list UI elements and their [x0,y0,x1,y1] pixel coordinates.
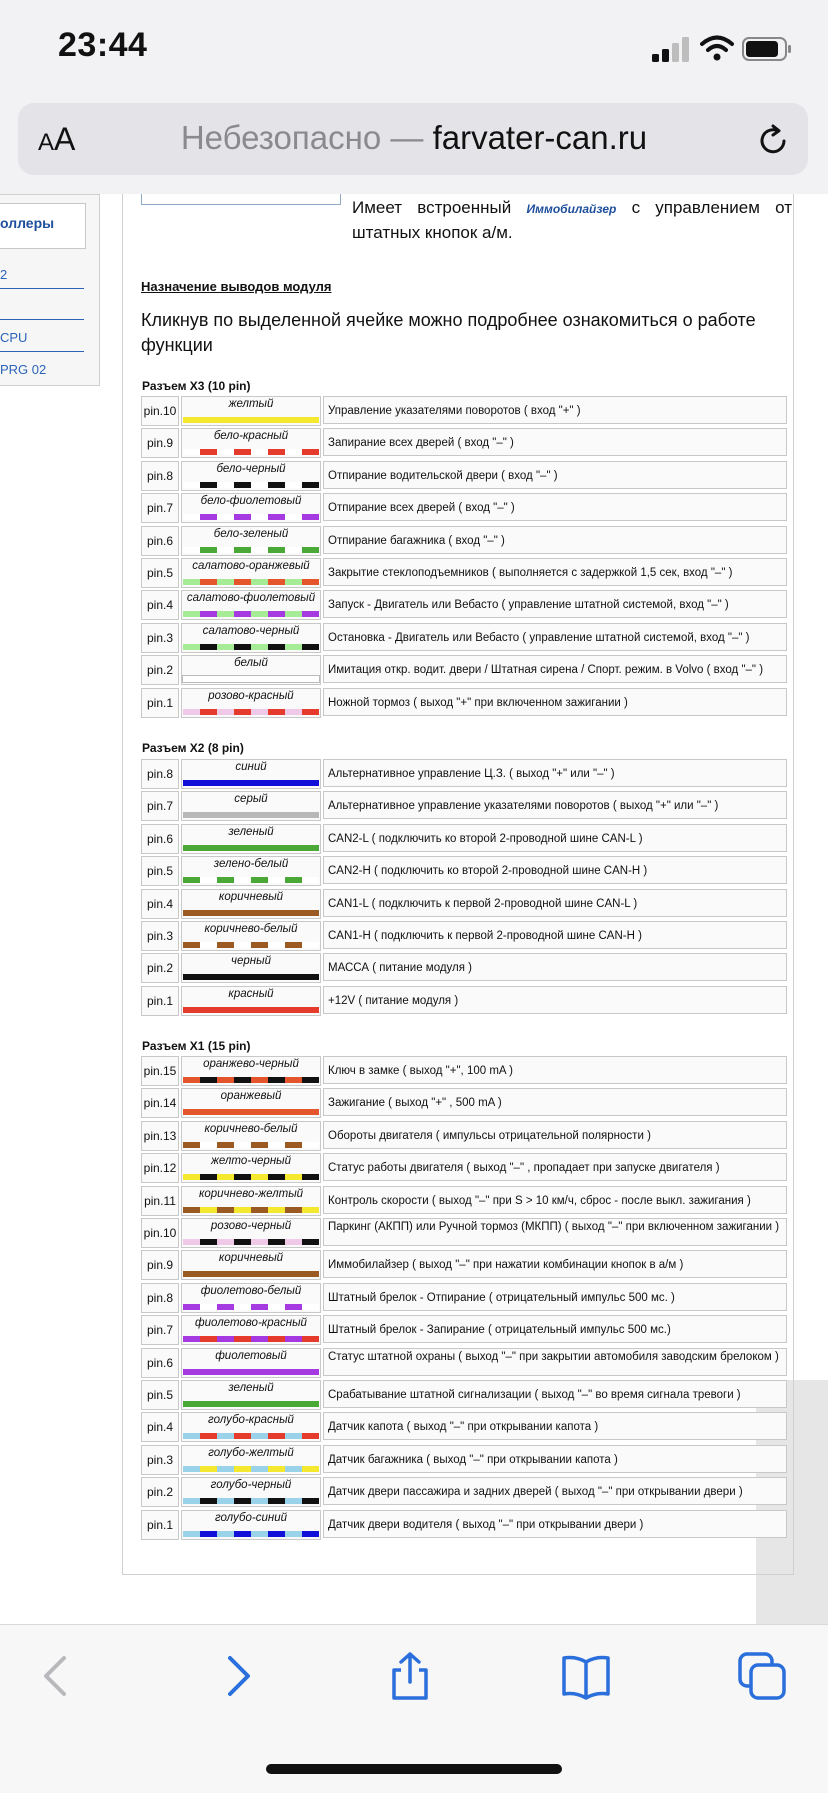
pin-function[interactable]: Иммобилайзер ( выход "–" при нажатии комбинации кнопок в а/м ) [323,1250,787,1278]
pin-row[interactable] [141,1477,789,1507]
pin-function[interactable]: Датчик капота ( выход "–" при открывании капота ) [323,1412,787,1440]
pin-row[interactable] [141,1121,789,1151]
pin-row[interactable] [141,791,789,821]
url-host: farvater-can.ru [432,119,648,156]
sidebar-link[interactable]: 2 [0,267,8,282]
wire-color-cell [181,1380,321,1410]
pin-number: pin.7 [141,791,179,821]
wire-color-name: фиолетово-красный [195,1317,307,1329]
divider [0,351,84,352]
intro-after: с управлением от штатных кнопок а/м. [352,198,792,242]
pin-row[interactable] [141,428,789,458]
pin-number: pin.13 [141,1121,179,1151]
wire-color-name: оранжевый [220,1090,282,1102]
wire-color-swatch [183,1401,319,1407]
tabs-icon[interactable] [738,1652,786,1700]
wire-color-name: оранжево-черный [203,1058,299,1070]
wire-color-swatch [183,1369,319,1375]
wire-color-swatch [183,514,319,520]
pin-number: pin.2 [141,1477,179,1507]
pin-function[interactable]: CAN1-L ( подключить к первой 2-проводной шине CAN-L ) [323,889,787,917]
pin-function[interactable]: Остановка - Двигатель или Вебасто ( управление штатной системой, вход "–" ) [323,623,787,651]
pin-number: pin.8 [141,759,179,789]
wire-color-swatch [183,910,319,916]
wire-color-swatch [183,1304,319,1310]
wire-color-name: коричневый [218,891,284,903]
wire-color-cell [181,1250,321,1280]
pin-row[interactable] [141,688,789,718]
pin-function[interactable]: Имитация откр. водит. двери / Штатная сирена / Спорт. режим. в Volvo ( вход "–" ) [323,655,787,683]
pin-function[interactable]: Штатный брелок - Отпирание ( отрицательный импульс 500 мс. ) [323,1283,787,1311]
wire-color-cell [181,953,321,983]
pin-number: pin.1 [141,688,179,718]
wire-color-cell [181,688,321,718]
wire-color-swatch [183,1498,319,1504]
wire-color-cell [181,824,321,854]
insecure-label: Небезопасно — [180,119,433,156]
wire-color-name: фиолетово-белый [200,1285,302,1297]
wire-color-cell [181,396,321,426]
wire-color-cell [181,1186,321,1216]
connector-title: Разъем X3 (10 pin) [142,379,251,393]
pin-row[interactable] [141,759,789,789]
wire-color-cell [181,1510,321,1540]
pin-number: pin.2 [141,953,179,983]
wire-color-swatch [183,1142,319,1148]
wire-color-cell [181,889,321,919]
wire-color-swatch [183,780,319,786]
pin-function[interactable]: Паркинг (АКПП) или Ручной тормоз (МКПП) ( выход "–" при включенном зажигании ) [323,1218,787,1246]
wire-color-swatch [183,449,319,455]
pin-function[interactable]: Обороты двигателя ( импульсы отрицательной полярности ) [323,1121,787,1149]
wire-color-name: голубо-черный [210,1479,292,1491]
wire-color-name: коричнево-желтый [198,1188,304,1200]
pin-row[interactable] [141,1380,789,1410]
wire-color-name: зелено-белый [213,858,289,870]
sidebar-link[interactable]: PRG 02 [0,362,47,377]
pin-row[interactable] [141,1153,789,1183]
wire-color-cell [181,1121,321,1151]
wire-color-cell [181,1445,321,1475]
wire-color-cell [181,1477,321,1507]
connector-title: Разъем X2 (8 pin) [142,741,244,755]
wire-color-swatch [183,1207,319,1213]
pin-row[interactable] [141,1510,789,1540]
wire-color-swatch [183,1239,319,1245]
wire-color-cell [181,856,321,886]
wire-color-cell [181,1088,321,1118]
wire-color-swatch [183,942,319,948]
pin-row[interactable] [141,856,789,886]
wire-color-cell [181,986,321,1016]
wire-color-name: белый [234,657,268,669]
pin-number: pin.1 [141,986,179,1016]
wire-color-name: голубо-желтый [208,1447,294,1459]
wire-color-swatch [183,1174,319,1180]
pin-number: pin.6 [141,1348,179,1378]
pin-number: pin.5 [141,558,179,588]
pin-number: pin.6 [141,824,179,854]
wire-color-swatch [183,1271,319,1277]
pin-function[interactable]: Отпирание багажника ( вход "–" ) [323,526,787,554]
pin-row[interactable] [141,558,789,588]
section-title: Назначение выводов модуля [141,279,332,294]
bookmarks-icon[interactable] [562,1652,610,1700]
wifi-icon [700,34,734,62]
wire-color-name: салатово-оранжевый [192,560,310,572]
pin-function[interactable]: CAN2-L ( подключить ко второй 2-проводной шине CAN-L ) [323,824,787,852]
wire-color-name: зеленый [228,1382,274,1394]
back-icon[interactable] [34,1652,82,1700]
wire-color-swatch [183,482,319,488]
wire-color-name: красный [228,988,274,1000]
immobilizer-link[interactable]: Иммобилайзер [526,202,617,216]
wire-color-swatch [183,812,319,818]
pin-number: pin.4 [141,1412,179,1442]
wire-color-cell [181,1218,321,1248]
wire-color-cell [181,461,321,491]
wire-color-name: коричнево-белый [204,923,298,935]
pin-row[interactable] [141,1056,789,1086]
pin-function[interactable]: Контроль скорости ( выход "–" при S > 10 км/ч, сброс - после выкл. зажигания ) [323,1186,787,1214]
pin-number: pin.10 [141,1218,179,1248]
wire-color-swatch [183,709,319,715]
pin-number: pin.5 [141,1380,179,1410]
pin-row[interactable] [141,1412,789,1442]
pin-function[interactable]: Статус работы двигателя ( выход "–" , пропадает при запуске двигателя ) [323,1153,787,1181]
wire-color-name: голубо-синий [214,1512,287,1524]
pin-function[interactable]: Датчик двери пассажира и задних дверей ( выход "–" при открывании двери ) [323,1477,787,1505]
pin-number: pin.15 [141,1056,179,1086]
pin-number: pin.4 [141,889,179,919]
pin-number: pin.8 [141,1283,179,1313]
wire-color-cell [181,1153,321,1183]
pin-function[interactable]: CAN2-H ( подключить ко второй 2-проводной шине CAN-H ) [323,856,787,884]
forward-icon[interactable] [212,1652,260,1700]
wire-color-name: синий [235,761,267,773]
pin-row[interactable] [141,1088,789,1118]
pin-row[interactable] [141,623,789,653]
pin-row[interactable] [141,590,789,620]
wire-color-swatch [183,417,319,423]
status-time: 23:44 [58,26,148,64]
divider [0,288,84,289]
pin-row[interactable] [141,824,789,854]
wire-color-cell [181,655,321,685]
pin-number: pin.11 [141,1186,179,1216]
pin-number: pin.8 [141,461,179,491]
wire-color-name: фиолетовый [215,1350,287,1362]
pin-function[interactable]: +12V ( питание модуля ) [323,986,787,1014]
wire-color-cell [181,623,321,653]
wire-color-name: зеленый [228,826,274,838]
pin-function[interactable]: Управление указателями поворотов ( вход "+" ) [323,396,787,424]
wire-color-cell [181,558,321,588]
sidebar-controllers-title[interactable]: оллеры [0,215,55,231]
wire-color-swatch [183,1466,319,1472]
wire-color-name: голубо-красный [208,1414,294,1426]
pin-row[interactable] [141,461,789,491]
pin-function[interactable]: Ключ в замке ( выход "+", 100 mA ) [323,1056,787,1084]
wire-color-name: бело-зеленый [213,528,289,540]
pin-row[interactable] [141,526,789,556]
wire-color-cell [181,1348,321,1378]
pin-number: pin.1 [141,1510,179,1540]
wire-color-cell [181,1056,321,1086]
pin-function[interactable]: Датчик багажника ( выход "–" при открывании капота ) [323,1445,787,1473]
pin-row[interactable] [141,921,789,951]
wire-color-name: бело-красный [213,430,289,442]
wire-color-cell [181,1315,321,1345]
pin-row[interactable] [141,1218,789,1248]
intro-text [352,196,792,245]
pin-row[interactable] [141,1348,789,1378]
wire-color-name: бело-черный [216,463,286,475]
pin-function[interactable]: Штатный брелок - Запирание ( отрицательный импульс 500 мс.) [323,1315,787,1343]
pin-row[interactable] [141,493,789,523]
wire-color-name: желтый [228,398,274,410]
wire-color-swatch [183,1336,319,1342]
text-size-button[interactable]: AA [38,121,76,157]
pin-function[interactable]: Запуск - Двигатель или Вебасто ( управление штатной системой, вход "–" ) [323,590,787,618]
pin-function[interactable]: Датчик двери водителя ( выход "–" при открывании двери ) [323,1510,787,1538]
pin-function[interactable]: Ножной тормоз ( выход "+" при включенном зажигании ) [323,688,787,716]
wire-color-cell [181,493,321,523]
wire-color-cell [181,759,321,789]
pin-function[interactable]: Срабатывание штатной сигнализации ( выход "–" во время сигнала тревоги ) [323,1380,787,1408]
wire-color-swatch [183,611,319,617]
wire-color-swatch [183,845,319,851]
hint-text: Кликнув по выделенной ячейке можно подробнее ознакомиться о работе функции [141,310,756,355]
wire-color-name: салатово-фиолетовый [186,592,316,604]
wire-color-name: розово-черный [210,1220,292,1232]
pin-number: pin.9 [141,1250,179,1280]
pin-row[interactable] [141,889,789,919]
pin-row[interactable] [141,1283,789,1313]
pin-function[interactable]: Запирание всех дверей ( вход "–" ) [323,428,787,456]
pin-number: pin.9 [141,428,179,458]
wire-color-name: черный [231,955,271,967]
connector-title: Разъем X1 (15 pin) [142,1039,251,1053]
wire-color-name: салатово-черный [202,625,300,637]
intro-before: Имеет встроенный [352,198,527,217]
pin-number: pin.3 [141,921,179,951]
pin-row[interactable] [141,396,789,426]
wire-color-swatch [183,676,319,682]
pin-number: pin.7 [141,1315,179,1345]
wire-color-swatch [183,1077,319,1083]
pin-number: pin.6 [141,526,179,556]
pin-function[interactable]: CAN1-H ( подключить к первой 2-проводной шине CAN-H ) [323,921,787,949]
wire-color-name: коричневый [218,1252,284,1264]
pin-number: pin.4 [141,590,179,620]
wire-color-swatch [183,644,319,650]
pin-function[interactable]: Статус штатной охраны ( выход "–" при закрытии автомобиля заводским брелоком ) [323,1348,787,1376]
pin-number: pin.14 [141,1088,179,1118]
battery-icon [742,37,792,61]
pin-function[interactable]: Закрытие стеклоподъемников ( выполняется с задержкой 1,5 сек, вход "–" ) [323,558,787,586]
home-indicator [266,1764,562,1774]
wire-color-name: серый [234,793,268,805]
wire-color-swatch [183,1531,319,1537]
pin-function[interactable]: МАССА ( питание модуля ) [323,953,787,981]
wire-color-cell [181,1412,321,1442]
pin-row[interactable] [141,1315,789,1345]
pin-function[interactable]: Зажигание ( выход "+" , 500 mA ) [323,1088,787,1116]
sidebar-link[interactable]: CPU [0,330,28,345]
cellular-signal-icon [652,36,692,62]
url-display[interactable] [0,119,828,157]
wire-color-cell [181,526,321,556]
wire-color-swatch [183,1109,319,1115]
pin-number: pin.3 [141,623,179,653]
wire-color-name: желто-черный [210,1155,292,1167]
pin-function[interactable]: Альтернативное управление Ц.З. ( выход "+" или "–" ) [323,759,787,787]
pin-function[interactable]: Отпирание всех дверей ( вход "–" ) [323,493,787,521]
wire-color-cell [181,428,321,458]
pin-number: pin.5 [141,856,179,886]
pin-function[interactable]: Альтернативное управление указателями поворотов ( выход "+" или "–" ) [323,791,787,819]
pin-number: pin.3 [141,1445,179,1475]
wire-color-swatch [183,579,319,585]
pin-row[interactable] [141,655,789,685]
pin-number: pin.10 [141,396,179,426]
divider [0,319,84,320]
wire-color-swatch [183,1007,319,1013]
wire-color-name: розово-красный [208,690,294,702]
pin-row[interactable] [141,953,789,983]
wire-color-name: бело-фиолетовый [200,495,302,507]
reload-icon[interactable] [756,124,790,158]
wire-color-swatch [183,547,319,553]
wire-color-cell [181,1283,321,1313]
wire-color-cell [181,791,321,821]
pin-row[interactable] [141,1186,789,1216]
wire-color-cell [181,590,321,620]
pin-row[interactable] [141,1250,789,1280]
wire-color-cell [181,921,321,951]
pin-number: pin.2 [141,655,179,685]
pin-function[interactable]: Отпирание водительской двери ( вход "–" ) [323,461,787,489]
pin-number: pin.12 [141,1153,179,1183]
wire-color-name: коричнево-белый [204,1123,298,1135]
pin-row[interactable] [141,986,789,1016]
wire-color-swatch [183,1433,319,1439]
product-image-bottom [141,194,341,205]
share-icon[interactable] [386,1652,434,1700]
wire-color-swatch [183,974,319,980]
wire-color-swatch [183,877,319,883]
pin-row[interactable] [141,1445,789,1475]
pin-number: pin.7 [141,493,179,523]
